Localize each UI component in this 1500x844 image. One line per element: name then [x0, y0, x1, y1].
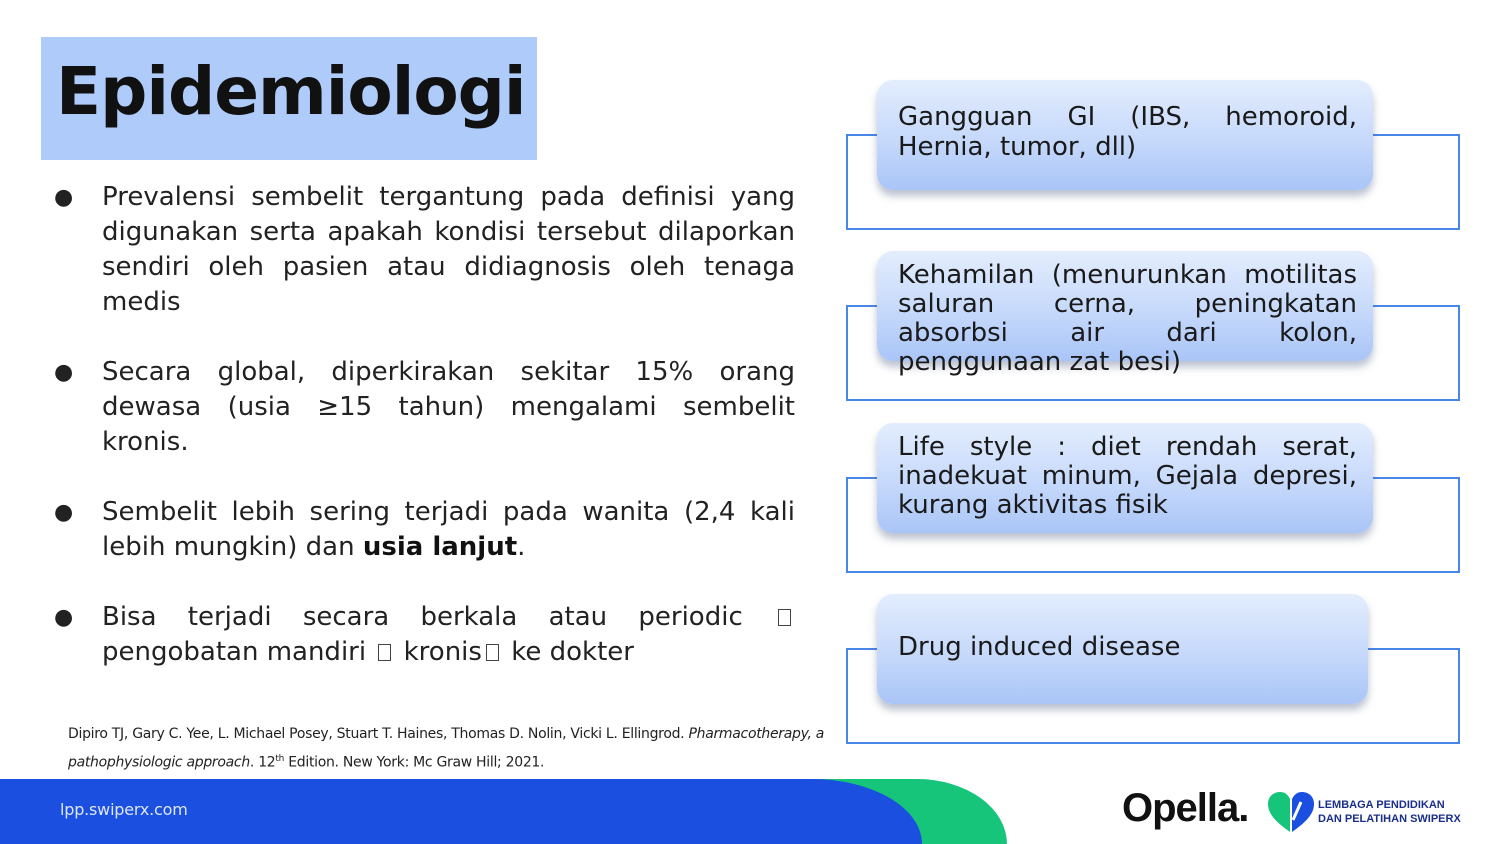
lpp-swiperx-logo-text	[1318, 798, 1461, 826]
bullet-list	[50, 180, 795, 705]
bullet-item	[50, 600, 795, 670]
reference-edition-rest: Edition. New York: Mc Graw Hill; 2021.	[288, 754, 545, 771]
lpp-line-1: LEMBAGA PENDIDIKAN	[1318, 799, 1445, 811]
bullet-marker: ●	[54, 500, 74, 525]
factor-text: Kehamilan (menurunkan motilitas saluran cerna, peningkatan absorbsi air dari kolon, penggunaan zat besi)	[898, 260, 1357, 377]
bullet-marker: ●	[54, 360, 74, 385]
bullet-text: pengobatan mandiri	[102, 637, 367, 667]
bullet-text: kronis	[403, 637, 482, 667]
factor-text: Gangguan GI (IBS, hemoroid, Hernia, tumor, dll)	[898, 102, 1357, 162]
bullet-marker: ●	[54, 185, 74, 210]
lpp-line-2: DAN PELATIHAN SWIPERX	[1318, 813, 1461, 825]
footer-url[interactable]: lpp.swiperx.com	[60, 800, 188, 819]
factor-pill	[877, 423, 1373, 533]
reference-edition-suffix: th	[275, 754, 285, 764]
bullet-bold-text: usia lanjut	[362, 532, 518, 562]
factor-pill	[877, 80, 1373, 190]
reference-edition-number: 12	[258, 754, 276, 771]
slide-title: Epidemiologi	[56, 53, 526, 130]
bullet-text: ke dokter	[511, 637, 634, 667]
missing-glyph-icon	[486, 644, 499, 661]
opella-logo: Opella.	[1122, 786, 1249, 830]
swiperx-heart-logo-icon	[1266, 790, 1316, 834]
missing-glyph-icon	[378, 644, 391, 661]
bullet-text: Bisa terjadi secara berkala atau periodic	[102, 602, 743, 632]
bullet-text: Secara global, diperkirakan sekitar 15% orang dewasa (usia ≥15 tahun) mengalami sembelit kronis.	[102, 357, 795, 457]
factor-text: Life style : diet rendah serat, inadekuat minum, Gejala depresi, kurang aktivitas fisik	[898, 432, 1357, 520]
bullet-marker: ●	[54, 605, 74, 630]
bullet-item	[50, 180, 795, 320]
reference-authors: Dipiro TJ, Gary C. Yee, L. Michael Posey, Stuart T. Haines, Thomas D. Nolin, Vicki L. Ellingrod.	[68, 726, 685, 742]
missing-glyph-icon	[778, 609, 791, 626]
factor-pill	[877, 594, 1368, 704]
bullet-item	[50, 355, 795, 460]
bullet-text: Sembelit lebih sering terjadi pada wanita (2,4 kali lebih mungkin) dan	[102, 497, 795, 562]
bullet-text: Prevalensi sembelit tergantung pada definisi yang digunakan serta apakah kondisi tersebut dilaporkan sendiri oleh pasien atau didiagnosis oleh tenaga medis	[102, 182, 795, 317]
reference-citation: Dipiro TJ, Gary C. Yee, L. Michael Posey, Stuart T. Haines, Thomas D. Nolin, Vicki L. Ellingrod. Pharmacotherapy, a pathophysiologic approach. 12th Edition. New York: Mc Graw Hill; 2021.	[68, 726, 825, 771]
factor-pill	[877, 251, 1373, 377]
bullet-text-end: .	[517, 532, 526, 562]
bullet-item	[50, 495, 795, 565]
reference-book-title: Pharmacotherapy, a pathophysiologic approach	[68, 726, 825, 771]
factor-text: Drug induced disease	[898, 632, 1181, 662]
